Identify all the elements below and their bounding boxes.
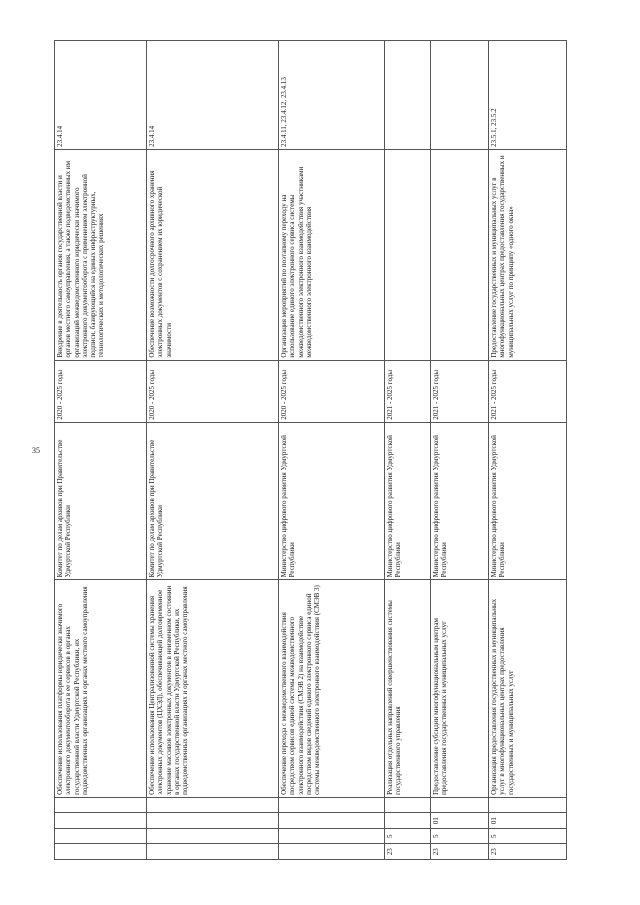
- cell-executor: Министерство цифрового развития Удмуртской Республики: [431, 422, 489, 580]
- cell-name: Организация предоставления государственных и муниципальных услуг в многофункциональных центрах предоставления государственных и муниципальных услуг: [489, 580, 567, 798]
- cell-term: 2021 - 2025 годы: [489, 360, 567, 422]
- cell-term: 2020 - 2025 годы: [147, 360, 279, 422]
- table-row: [385, 41, 431, 860]
- cell-om: [279, 813, 385, 829]
- cell-indicators: 23.4.14: [55, 41, 147, 150]
- cell-m: [147, 797, 279, 813]
- cell-gp: 23: [489, 844, 567, 860]
- cell-pp: [147, 828, 279, 844]
- cell-pp: [279, 828, 385, 844]
- cell-term: 2021 - 2025 годы: [431, 360, 489, 422]
- cell-executor: Министерство цифрового развития Удмуртской Республики: [489, 422, 567, 580]
- cell-om: 01: [489, 813, 567, 829]
- cell-pp: 5: [385, 828, 431, 844]
- cell-pp: 5: [431, 828, 489, 844]
- cell-indicators: 23.5.1, 23.5.2: [489, 41, 567, 150]
- cell-gp: [55, 844, 147, 860]
- cell-executor: Министерство цифрового развития Удмуртской Республики: [279, 422, 385, 580]
- cell-executor: Комитет по делам архивов при Правительстве Удмуртской Республики: [55, 422, 147, 580]
- cell-m: [55, 797, 147, 813]
- table-row: [431, 41, 489, 860]
- cell-name: Предоставление субсидии многофункциональным центрам предоставления государственных и муниципальных услуг: [431, 580, 489, 798]
- cell-result: Внедрение в деятельность органов государственной власти и органов местного самоуправления, а также подведомственных им организаций межведомственного юридически значимого электронного документооборота с применением электронной подписи, базирующийся на единых инфраструктурных, технологических и методологических решениях: [55, 149, 147, 360]
- cell-term: 2020 - 2025 годы: [55, 360, 147, 422]
- cell-gp: 23: [385, 844, 431, 860]
- cell-result: Организация мероприятий по поэтапному переходу на использование единого электронного сервиса системы межведомственного электронного взаимодействия участниками межведомственного электронного взаимодействия: [279, 149, 385, 360]
- cell-gp: [279, 844, 385, 860]
- cell-term: 2020 - 2025 годы: [279, 360, 385, 422]
- table-row: [279, 41, 385, 860]
- cell-pp: 5: [489, 828, 567, 844]
- cell-indicators: [431, 41, 489, 150]
- cell-gp: [147, 844, 279, 860]
- cell-executor: Комитет по делам архивов при Правительстве Удмуртской Республики: [147, 422, 279, 580]
- cell-om: 01: [431, 813, 489, 829]
- cell-indicators: 23.4.11, 23.4.12, 23.4.13: [279, 41, 385, 150]
- cell-indicators: [385, 41, 431, 150]
- cell-m: [385, 797, 431, 813]
- cell-m: [431, 797, 489, 813]
- table-row: [147, 41, 279, 860]
- cell-m: [489, 797, 567, 813]
- cell-result: Обеспечение возможности долгосрочного архивного хранения электронных документов с сохранением их юридической значимости: [147, 149, 279, 360]
- cell-name: Обеспечение перехода с межведомственного взаимодействия посредством сервисов единой системы межведомственного электронного взаимодействия (СМЭВ 2) на взаимодействие посредством видов сведений единого электронного сервиса единой системы межведомственного электронного взаимодействия (СМЭВ 3): [279, 580, 385, 798]
- landscape-page: [54, 40, 566, 860]
- cell-executor: Министерство цифрового развития Удмуртской Республики: [385, 422, 431, 580]
- table-row: [55, 41, 147, 860]
- cell-name: Обеспечение использования платформы юридически значимого электронного документооборота в ее сервисов в органах государственной власти Удмуртской Республики, их подведомственных организациях и органах местного самоуправления: [55, 580, 147, 798]
- cell-result: [385, 149, 431, 360]
- page-number: 35: [32, 446, 40, 455]
- cell-om: [385, 813, 431, 829]
- cell-pp: [55, 828, 147, 844]
- program-table: [54, 40, 567, 860]
- cell-name: Реализация отдельных направлений совершенствования системы государственного управления: [385, 580, 431, 798]
- cell-om: [55, 813, 147, 829]
- cell-gp: 23: [431, 844, 489, 860]
- cell-indicators: 23.4.14: [147, 41, 279, 150]
- cell-result: [431, 149, 489, 360]
- cell-m: [279, 797, 385, 813]
- cell-term: 2021 - 2025 годы: [385, 360, 431, 422]
- cell-om: [147, 813, 279, 829]
- cell-result: Предоставление государственных и муниципальных услуг в многофункциональных центрах предоставления государственных и муниципальных услуг по принципу «одного окна»: [489, 149, 567, 360]
- table-row: [489, 41, 567, 860]
- cell-name: Обеспечение использования Централизованной системы хранения электронных документов (ЦХЭД), обеспечивающей долговременное хранение массивов электронных документов в неизменном состоянии в органах государственной власти Удмуртской Республики, их подведомственных организациях и органах местного самоуправления: [147, 580, 279, 798]
